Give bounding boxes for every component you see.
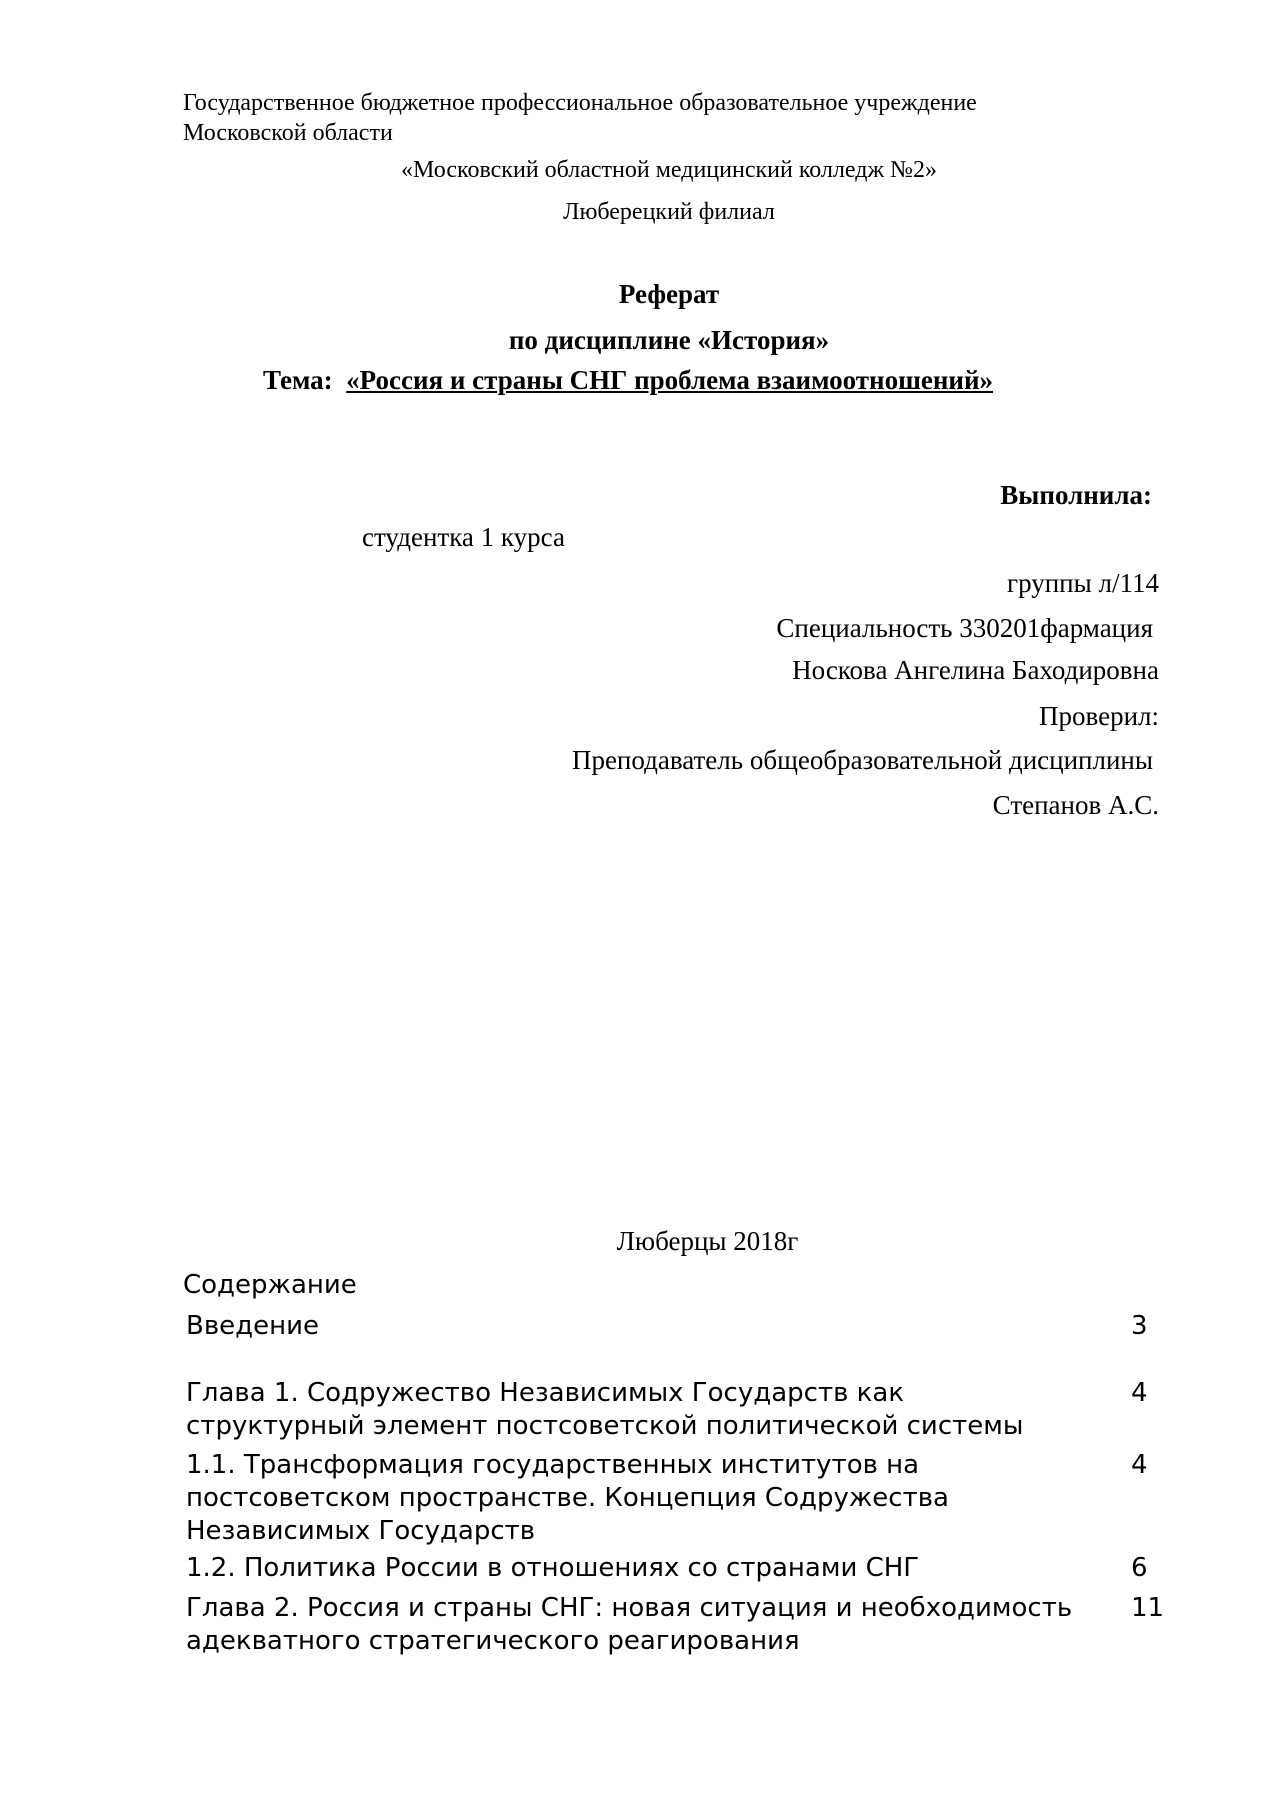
student-course: студентка 1 курса: [362, 522, 565, 552]
student-group: группы л/114: [1007, 568, 1159, 598]
branch-name: Люберецкий филиал: [563, 199, 775, 225]
toc-item-text: 1.1. Трансформация государственных институтов на постсоветском пространстве. Концепция Содружества Независимых Государств: [186, 1450, 949, 1546]
toc-item-text: 1.2. Политика России в отношениях со странами СНГ: [186, 1553, 920, 1583]
teacher-name: Степанов А.С.: [992, 790, 1159, 820]
topic-title: «Россия и страны СНГ проблема взаимоотношений»: [346, 365, 994, 395]
toc-item-text: Глава 2. Россия и страны СНГ: новая ситуация и необходимость адекватного стратегического реагирования: [186, 1593, 1073, 1656]
college-name: «Московский областной медицинский колледж №2»: [401, 157, 937, 183]
toc-item-text: Введение: [186, 1311, 320, 1341]
toc-item-text: Глава 1. Содружество Независимых Государств как структурный элемент постсоветской политической системы: [186, 1378, 1024, 1441]
institution-line-2: Московской области: [183, 120, 393, 146]
city-year: Люберцы 2018г: [616, 1226, 799, 1256]
topic-line: [263, 365, 993, 396]
student-specialty: Специальность 330201фармация: [776, 613, 1153, 643]
topic-label: Тема:: [263, 365, 333, 395]
student-name: Носкова Ангелина Баходировна: [792, 655, 1159, 685]
toc-title: Содержание: [183, 1270, 357, 1300]
toc-item-page: 4: [1131, 1450, 1148, 1480]
institution-line-1: Государственное бюджетное профессиональное образовательное учреждение: [183, 90, 977, 116]
toc-item-page: 6: [1131, 1553, 1148, 1583]
performed-by-label: Выполнила:: [1000, 480, 1152, 510]
toc-item-page: 3: [1131, 1311, 1148, 1341]
toc-item-page: 4: [1131, 1378, 1148, 1408]
teacher-role: Преподаватель общеобразовательной дисциплины: [571, 745, 1153, 775]
work-type: Реферат: [618, 279, 720, 309]
discipline: по дисциплине «История»: [508, 325, 830, 355]
toc-item-page: 11: [1131, 1593, 1165, 1623]
checked-by-label: Проверил:: [1039, 701, 1159, 731]
